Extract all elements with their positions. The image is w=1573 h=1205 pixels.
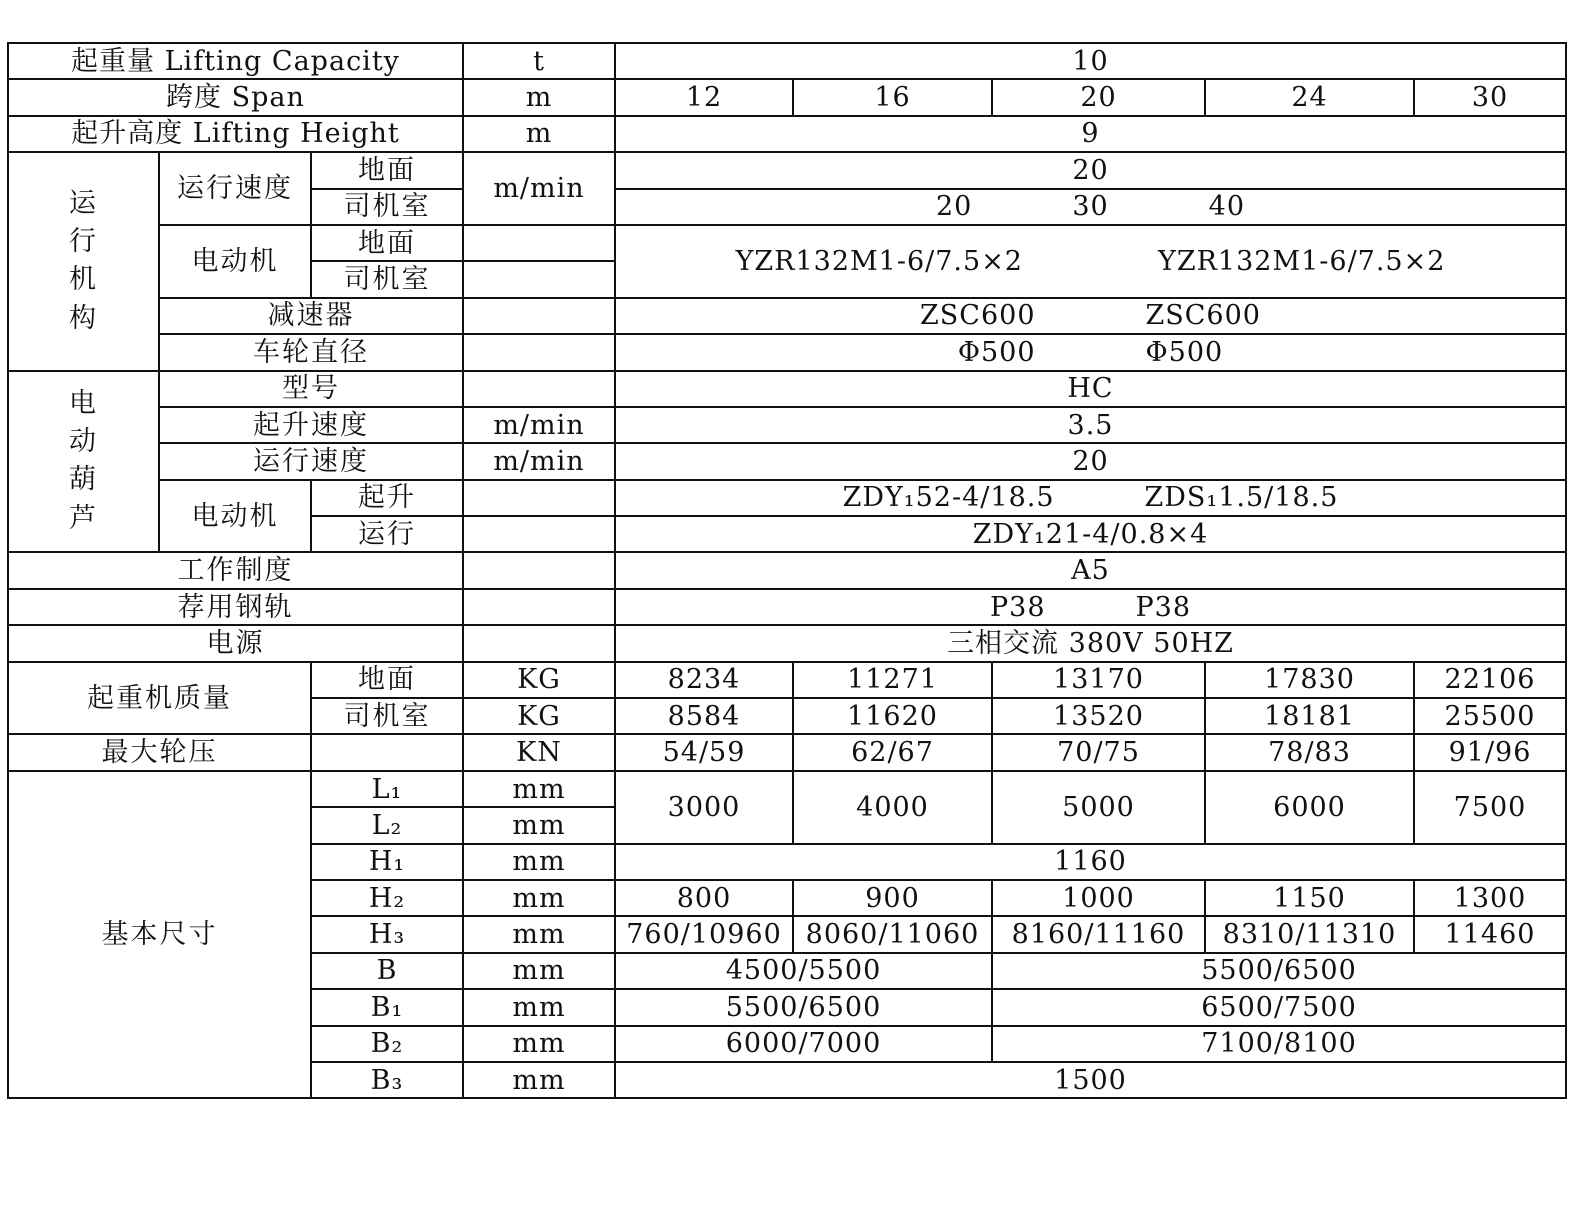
row-travel-motor-ground — [8, 225, 1566, 261]
travel-motor-values — [615, 225, 1566, 298]
row-lift-height — [8, 116, 1566, 152]
travel-speed-cab-values — [615, 189, 1566, 225]
wheel-diameter-label: 车轮直径 — [159, 334, 463, 370]
row-hoist-motor-lift — [8, 480, 1566, 516]
dim-unit: mm — [463, 771, 615, 807]
wheel-load-value: 91/96 — [1414, 734, 1566, 770]
dim-B3-value: 1500 — [615, 1062, 1566, 1098]
hoist-travel-speed-value: 20 — [615, 443, 1566, 479]
empty-unit — [463, 225, 615, 261]
hoist-lift-speed-label: 起升速度 — [159, 407, 463, 443]
empty-unit — [463, 516, 615, 552]
wheel-load-value: 78/83 — [1205, 734, 1414, 770]
power-label: 电源 — [8, 625, 463, 661]
mass-unit: KG — [463, 662, 615, 698]
mass-ground-label: 地面 — [311, 662, 463, 698]
speed-cab-value: 20 — [935, 191, 973, 223]
row-power — [8, 625, 1566, 661]
dim-B-label: B — [311, 953, 463, 989]
hoist-motor-travel-label: 运行 — [311, 516, 463, 552]
hoist-motor-label: 电动机 — [159, 480, 311, 553]
dim-H3-value: 760/10960 — [615, 916, 793, 952]
dim-L2-label: L₂ — [311, 807, 463, 843]
travel-ground-label: 地面 — [311, 152, 463, 188]
span-label: 跨度 Span — [8, 79, 463, 115]
row-wheel-diameter — [8, 334, 1566, 370]
hoist-lift-motor-value: ZDS₁1.5/18.5 — [1144, 482, 1339, 514]
row-reducer — [8, 298, 1566, 334]
span-value: 24 — [1205, 79, 1414, 115]
dim-B2-value: 6000/7000 — [615, 1026, 992, 1062]
empty-unit — [463, 552, 615, 588]
row-hoist-model — [8, 371, 1566, 407]
hoist-travel-speed-label: 运行速度 — [159, 443, 463, 479]
rail-label: 荐用钢轨 — [8, 589, 463, 625]
dim-H2-label: H₂ — [311, 880, 463, 916]
dim-B1-label: B₁ — [311, 989, 463, 1025]
dim-H2-value: 1150 — [1205, 880, 1414, 916]
span-value: 16 — [793, 79, 992, 115]
mass-ground-value: 11271 — [793, 662, 992, 698]
dim-unit: mm — [463, 916, 615, 952]
dim-unit: mm — [463, 1062, 615, 1098]
duty-value: A5 — [615, 552, 1566, 588]
travel-speed-ground-value: 20 — [615, 152, 1566, 188]
mass-cab-value: 25500 — [1414, 698, 1566, 734]
capacity-unit: t — [463, 43, 615, 79]
dim-H3-label: H₃ — [311, 916, 463, 952]
hoist-lift-speed-unit: m/min — [463, 407, 615, 443]
empty-unit — [463, 334, 615, 370]
dim-L-value: 7500 — [1414, 771, 1566, 844]
empty-unit — [463, 589, 615, 625]
reducer-values — [615, 298, 1566, 334]
mass-unit: KG — [463, 698, 615, 734]
mass-cab-value: 8584 — [615, 698, 793, 734]
reducer-label: 减速器 — [159, 298, 463, 334]
hoist-motor-lift-values — [615, 480, 1566, 516]
dim-unit: mm — [463, 989, 615, 1025]
travel-speed-label: 运行速度 — [159, 152, 311, 225]
wheel-load-value: 70/75 — [992, 734, 1205, 770]
reducer-value: ZSC600 — [1145, 300, 1261, 332]
wheel-diameter-values — [615, 334, 1566, 370]
hoist-motor-travel-value: ZDY₁21-4/0.8×4 — [615, 516, 1566, 552]
mass-ground-value: 17830 — [1205, 662, 1414, 698]
capacity-value: 10 — [615, 43, 1566, 79]
hoist-lift-motor-value: ZDY₁52-4/18.5 — [842, 482, 1055, 514]
span-value: 20 — [992, 79, 1205, 115]
speed-cab-value: 30 — [1072, 191, 1109, 223]
dim-unit: mm — [463, 1026, 615, 1062]
hoist-model-label: 型号 — [159, 371, 463, 407]
dim-B1-value: 6500/7500 — [992, 989, 1566, 1025]
row-span — [8, 79, 1566, 115]
wheel-value: Φ500 — [1145, 336, 1224, 368]
dim-B-value: 5500/6500 — [992, 953, 1566, 989]
row-hoist-travel-speed — [8, 443, 1566, 479]
mass-ground-value: 8234 — [615, 662, 793, 698]
travel-mech-group-label: 运行机构 — [8, 152, 159, 370]
lift-height-unit: m — [463, 116, 615, 152]
mass-label: 起重机质量 — [8, 662, 311, 735]
span-unit: m — [463, 79, 615, 115]
rail-values — [615, 589, 1566, 625]
row-capacity — [8, 43, 1566, 79]
wheel-load-value: 54/59 — [615, 734, 793, 770]
rail-value: P38 — [1135, 591, 1192, 623]
dim-L1-label: L₁ — [311, 771, 463, 807]
mass-cab-label: 司机室 — [311, 698, 463, 734]
mass-ground-value: 13170 — [992, 662, 1205, 698]
dim-B2-label: B₂ — [311, 1026, 463, 1062]
lift-height-label: 起升高度 Lifting Height — [8, 116, 463, 152]
row-wheel-load — [8, 734, 1566, 770]
motor-value: YZR132M1-6/7.5×2 — [1158, 245, 1446, 277]
dim-B2-value: 7100/8100 — [992, 1026, 1566, 1062]
travel-cab-label: 司机室 — [311, 189, 463, 225]
empty-unit — [463, 298, 615, 334]
dim-unit: mm — [463, 953, 615, 989]
hoist-travel-speed-unit: m/min — [463, 443, 615, 479]
dim-H3-value: 8160/11160 — [992, 916, 1205, 952]
span-value: 30 — [1414, 79, 1566, 115]
speed-cab-value: 40 — [1208, 191, 1246, 223]
dim-H2-value: 800 — [615, 880, 793, 916]
dim-B3-label: B₃ — [311, 1062, 463, 1098]
row-dim-L1 — [8, 771, 1566, 807]
lift-height-value: 9 — [615, 116, 1566, 152]
wheel-value: Φ500 — [957, 336, 1036, 368]
hoist-motor-lift-label: 起升 — [311, 480, 463, 516]
mass-cab-value: 18181 — [1205, 698, 1414, 734]
dim-L-value: 3000 — [615, 771, 793, 844]
dim-H2-value: 1300 — [1414, 880, 1566, 916]
hoist-lift-speed-value: 3.5 — [615, 407, 1566, 443]
wheel-load-value: 62/67 — [793, 734, 992, 770]
row-mass-ground — [8, 662, 1566, 698]
dim-H2-value: 1000 — [992, 880, 1205, 916]
dim-H3-value: 11460 — [1414, 916, 1566, 952]
dim-L-value: 5000 — [992, 771, 1205, 844]
dim-H1-label: H₁ — [311, 844, 463, 880]
power-value: 三相交流 380V 50HZ — [615, 625, 1566, 661]
dim-B1-value: 5500/6500 — [615, 989, 992, 1025]
dim-H2-value: 900 — [793, 880, 992, 916]
hoist-model-value: HC — [615, 371, 1566, 407]
rail-value: P38 — [989, 591, 1046, 623]
dim-unit: mm — [463, 807, 615, 843]
mass-cab-value: 13520 — [992, 698, 1205, 734]
empty-cell — [311, 734, 463, 770]
dim-unit: mm — [463, 844, 615, 880]
wheel-load-label: 最大轮压 — [8, 734, 311, 770]
mass-ground-value: 22106 — [1414, 662, 1566, 698]
reducer-value: ZSC600 — [920, 300, 1036, 332]
spec-table — [7, 42, 1567, 1099]
row-travel-speed-ground — [8, 152, 1566, 188]
dim-L-value: 4000 — [793, 771, 992, 844]
motor-value: YZR132M1-6/7.5×2 — [735, 245, 1023, 277]
travel-speed-unit: m/min — [463, 152, 615, 225]
duty-label: 工作制度 — [8, 552, 463, 588]
row-rail — [8, 589, 1566, 625]
travel-motor-label: 电动机 — [159, 225, 311, 298]
travel-motor-ground-label: 地面 — [311, 225, 463, 261]
dims-label: 基本尺寸 — [8, 771, 311, 1099]
dim-B-value: 4500/5500 — [615, 953, 992, 989]
row-duty — [8, 552, 1566, 588]
empty-unit — [463, 625, 615, 661]
row-hoist-lift-speed — [8, 407, 1566, 443]
empty-unit — [463, 480, 615, 516]
span-value: 12 — [615, 79, 793, 115]
travel-motor-cab-label: 司机室 — [311, 261, 463, 297]
empty-unit — [463, 371, 615, 407]
mass-cab-value: 11620 — [793, 698, 992, 734]
dim-L-value: 6000 — [1205, 771, 1414, 844]
dim-H1-value: 1160 — [615, 844, 1566, 880]
hoist-group-label: 电动葫芦 — [8, 371, 159, 553]
dim-H3-value: 8060/11060 — [793, 916, 992, 952]
capacity-label: 起重量 Lifting Capacity — [8, 43, 463, 79]
wheel-load-unit: KN — [463, 734, 615, 770]
dim-unit: mm — [463, 880, 615, 916]
dim-H3-value: 8310/11310 — [1205, 916, 1414, 952]
empty-unit — [463, 261, 615, 297]
